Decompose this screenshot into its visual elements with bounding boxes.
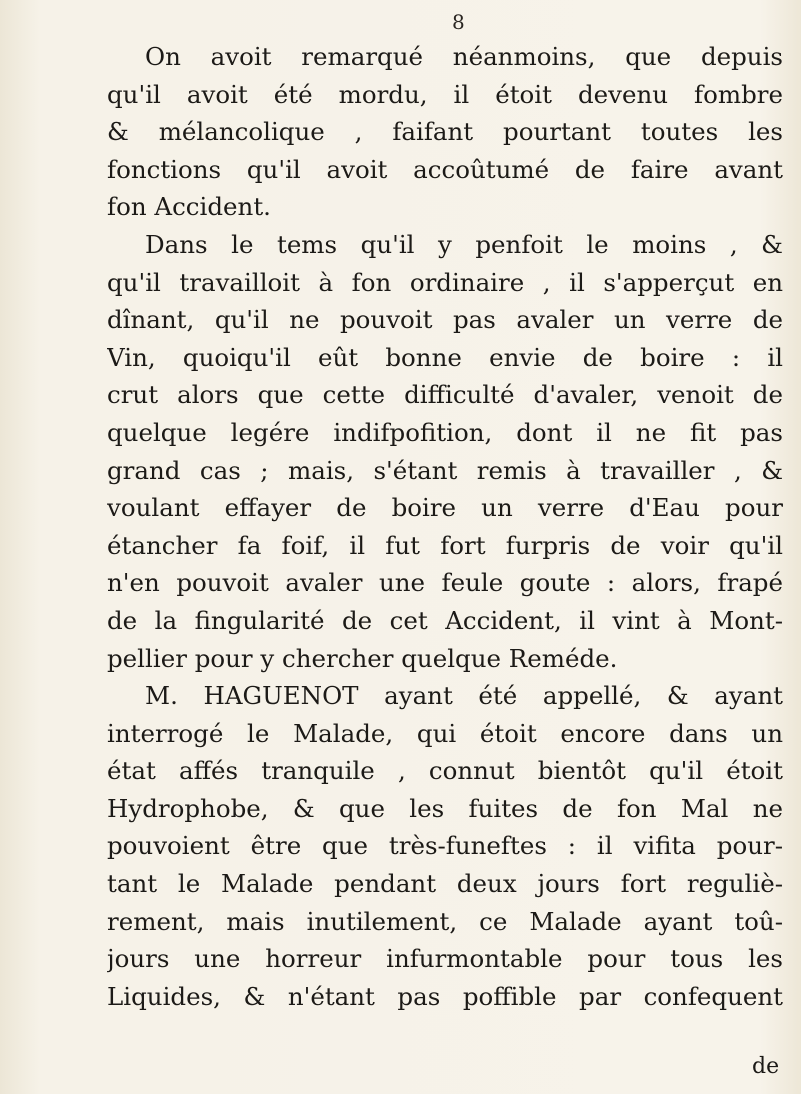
text-line: crut alors que cette difficulté d'avaler, venoit de xyxy=(107,380,783,410)
text-line: pouvoient être que très-funeftes : il vifita pour- xyxy=(107,831,783,861)
catchword: de xyxy=(752,1054,780,1079)
text-line: étancher fa foif, il fut fort furpris de voir qu'il xyxy=(107,530,783,560)
text-line: On avoit remarqué néanmoins, que depuis xyxy=(145,42,783,71)
text-line: de la fingularité de cet Accident, il vint à Mont- xyxy=(107,605,783,635)
text-line: Dans le tems qu'il y penfoit le moins , & xyxy=(145,229,783,259)
text-line: interrogé le Malade, qui étoit encore dans un xyxy=(107,718,783,748)
text-line: tant le Malade pendant deux jours fort reguliè- xyxy=(107,869,783,899)
text-line: qu'il travailloit à fon ordinaire , il s'apperçut en xyxy=(107,267,783,297)
body-text xyxy=(107,38,783,1015)
text-line: Hydrophobe, & que les fuites de fon Mal ne xyxy=(107,793,783,823)
text-line: quelque legére indifpofition, dont il ne fit pas xyxy=(107,417,783,447)
text-line: état affés tranquile , connut bientôt qu'il étoit xyxy=(107,756,783,786)
text-line: n'en pouvoit avaler une feule goute : alors, frapé xyxy=(107,568,783,598)
text-line: rement, mais inutilement, ce Malade ayant toû- xyxy=(107,906,783,936)
text-line: Vin, quoiqu'il eût bonne envie de boire : il xyxy=(107,342,783,372)
text-line: qu'il avoit été mordu, il étoit devenu fombre xyxy=(107,79,783,109)
page-number: 8 xyxy=(452,10,465,34)
text-line: grand cas ; mais, s'étant remis à travailler , & xyxy=(107,455,783,485)
text-line: fonctions qu'il avoit accoûtumé de faire avant xyxy=(107,154,783,184)
text-line: fon Accident. xyxy=(107,192,271,222)
text-line: & mélancolique , faifant pourtant toutes les xyxy=(107,117,783,147)
text-line: Liquides, & n'étant pas poffible par confequent xyxy=(107,981,783,1011)
text-line: M. HAGUENOT ayant été appellé, & ayant xyxy=(145,681,783,711)
text-line: dînant, qu'il ne pouvoit pas avaler un verre de xyxy=(107,305,783,335)
text-line: voulant effayer de boire un verre d'Eau pour xyxy=(107,493,783,523)
text-line: jours une horreur infurmontable pour tous les xyxy=(107,944,783,974)
text-line: pellier pour y chercher quelque Reméde. xyxy=(107,643,618,673)
